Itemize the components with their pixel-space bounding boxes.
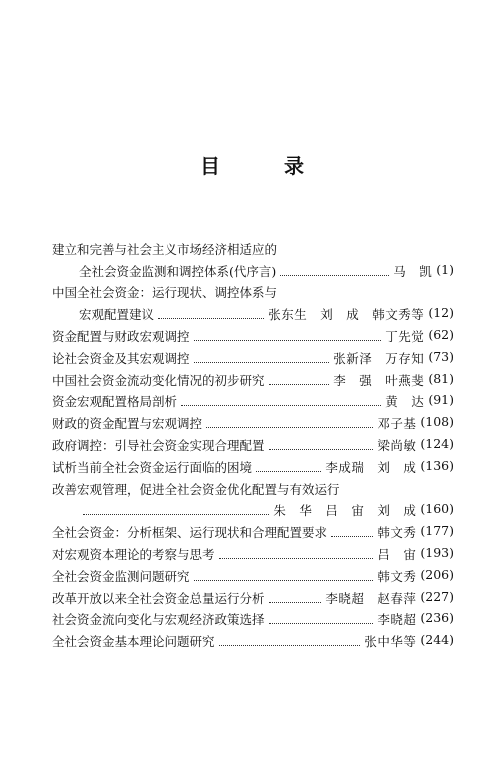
toc-entry-author: 梁尚敏 bbox=[377, 437, 417, 453]
toc-entry-page: ( 227 ) bbox=[420, 589, 454, 607]
toc-entry bbox=[52, 628, 454, 650]
toc-entry-title: 改革开放以来全社会资金总量运行分析 bbox=[52, 590, 265, 606]
toc-entry-author: 李 强 叶燕斐 bbox=[333, 372, 425, 388]
toc-entry-author: 李晓超 赵春萍 bbox=[325, 590, 417, 606]
toc-entry-right bbox=[377, 610, 454, 628]
toc-entry-right bbox=[377, 545, 454, 563]
toc-entry-page: ( 73 ) bbox=[428, 349, 454, 367]
toc-entry-title: 中国全社会资金：运行现状、调控体系与 bbox=[52, 285, 278, 301]
toc-entry bbox=[52, 258, 454, 280]
toc-entry-title: 全社会资金监测和调控体系(代序言) bbox=[79, 263, 277, 279]
toc-entry-title: 改善宏观管理，促进全社会资金优化配置与有效运行 bbox=[52, 481, 340, 497]
dot-leader bbox=[219, 558, 374, 559]
toc-entry-page: ( 193 ) bbox=[420, 545, 454, 563]
dot-leader bbox=[194, 580, 374, 581]
dot-leader bbox=[269, 384, 330, 385]
toc-entry-author: 张新泽 万存知 bbox=[333, 350, 425, 366]
toc-entry-author: 韩文秀 bbox=[377, 525, 417, 541]
toc-entry-author: 朱 华 吕 宙 刘 成 bbox=[273, 503, 417, 519]
toc-entry-author: 韩文秀 bbox=[377, 568, 417, 584]
dot-leader bbox=[206, 427, 373, 428]
dot-leader bbox=[194, 362, 330, 363]
dot-leader bbox=[83, 514, 269, 515]
toc-entry-right bbox=[333, 371, 454, 389]
toc-entry-author: 张东生 刘 成 韩文秀等 bbox=[268, 307, 425, 323]
toc-entry-page: ( 206 ) bbox=[420, 567, 454, 585]
dot-leader bbox=[181, 405, 381, 406]
toc-entry-page: ( 12 ) bbox=[428, 305, 454, 323]
toc-entry-page: ( 124 ) bbox=[420, 436, 454, 454]
toc-entry-page: ( 136 ) bbox=[420, 458, 454, 476]
toc-entry-right bbox=[325, 458, 454, 476]
toc-entry-right bbox=[325, 589, 454, 607]
toc-entry-right bbox=[333, 349, 454, 367]
toc-entry bbox=[52, 541, 454, 563]
toc-entry-right bbox=[377, 414, 454, 432]
toc-entry-author: 李晓超 bbox=[377, 612, 417, 628]
toc-entry-page: ( 81 ) bbox=[428, 371, 454, 389]
toc-entry-page: ( 244 ) bbox=[420, 632, 454, 650]
toc-entry-page: ( 91 ) bbox=[428, 392, 454, 410]
toc-entry bbox=[52, 476, 454, 498]
toc-entry-page: ( 108 ) bbox=[420, 414, 454, 432]
toc-entry-title: 财政的资金配置与宏观调控 bbox=[52, 416, 203, 432]
toc-entry bbox=[52, 323, 454, 345]
toc-entry bbox=[52, 498, 454, 520]
toc-entry-title: 对宏观资本理论的考察与思考 bbox=[52, 546, 215, 562]
dot-leader bbox=[269, 449, 374, 450]
toc-entry-page: ( 1 ) bbox=[436, 262, 454, 280]
toc-entry-page: ( 177 ) bbox=[420, 523, 454, 541]
toc-entry-title: 论社会资金及其宏观调控 bbox=[52, 350, 190, 366]
dot-leader bbox=[219, 645, 361, 646]
toc-entry-author: 吕 宙 bbox=[377, 546, 417, 562]
toc-entry-right bbox=[393, 262, 454, 280]
toc-entry bbox=[52, 519, 454, 541]
toc-entry bbox=[52, 607, 454, 629]
toc-entry bbox=[52, 367, 454, 389]
toc-entry-title: 全社会资金：分析框架、运行现状和合理配置要求 bbox=[52, 525, 328, 541]
toc-entry-right bbox=[377, 436, 454, 454]
toc-entry-title: 政府调控：引导社会资金实现合理配置 bbox=[52, 437, 265, 453]
toc-entry-author: 邓子基 bbox=[377, 416, 417, 432]
toc-entry-author: 李成瑞 刘 成 bbox=[325, 459, 417, 475]
toc-entry-title: 资金配置与财政宏观调控 bbox=[52, 328, 190, 344]
toc-entry-title: 全社会资金监测问题研究 bbox=[52, 568, 190, 584]
dot-leader bbox=[331, 536, 373, 537]
toc-entry-author: 马 凯 bbox=[393, 263, 433, 279]
dot-leader bbox=[194, 340, 382, 341]
toc-entry-author: 丁先觉 bbox=[385, 328, 425, 344]
toc-entry-right bbox=[385, 392, 454, 410]
toc-entry-page: ( 160 ) bbox=[420, 501, 454, 519]
toc-entry bbox=[52, 585, 454, 607]
toc-entry-right bbox=[364, 632, 454, 650]
toc-entry-title: 资金宏观配置格局剖析 bbox=[52, 394, 178, 410]
toc-entry-title: 试析当前全社会资金运行面临的困境 bbox=[52, 459, 253, 475]
toc-entry-right bbox=[377, 567, 454, 585]
toc-entry-right bbox=[385, 327, 454, 345]
toc-entry bbox=[52, 563, 454, 585]
toc-entry-title: 宏观配置建议 bbox=[79, 307, 155, 323]
toc-entry bbox=[52, 280, 454, 302]
toc-entry-page: ( 236 ) bbox=[420, 610, 454, 628]
toc-entry-right bbox=[273, 501, 454, 519]
table-of-contents bbox=[52, 236, 454, 650]
toc-entry bbox=[52, 410, 454, 432]
dot-leader bbox=[280, 275, 389, 276]
dot-leader bbox=[256, 471, 321, 472]
toc-entry-right bbox=[268, 305, 454, 323]
toc-entry bbox=[52, 432, 454, 454]
toc-entry-right bbox=[377, 523, 454, 541]
page-title: 目 录 bbox=[200, 154, 326, 178]
toc-entry-title: 建立和完善与社会主义市场经济相适应的 bbox=[52, 241, 278, 257]
toc-entry-author: 黄 达 bbox=[385, 394, 425, 410]
toc-entry bbox=[52, 454, 454, 476]
toc-entry-page: ( 62 ) bbox=[428, 327, 454, 345]
toc-entry-title: 社会资金流向变化与宏观经济政策选择 bbox=[52, 612, 265, 628]
toc-entry bbox=[52, 345, 454, 367]
dot-leader bbox=[158, 318, 264, 319]
toc-entry-title: 中国社会资金流动变化情况的初步研究 bbox=[52, 372, 265, 388]
toc-entry-author: 张中华等 bbox=[364, 634, 417, 650]
dot-leader bbox=[269, 602, 322, 603]
toc-entry bbox=[52, 301, 454, 323]
toc-entry bbox=[52, 236, 454, 258]
dot-leader bbox=[269, 623, 374, 624]
toc-entry-title: 全社会资金基本理论问题研究 bbox=[52, 634, 215, 650]
toc-entry bbox=[52, 389, 454, 411]
